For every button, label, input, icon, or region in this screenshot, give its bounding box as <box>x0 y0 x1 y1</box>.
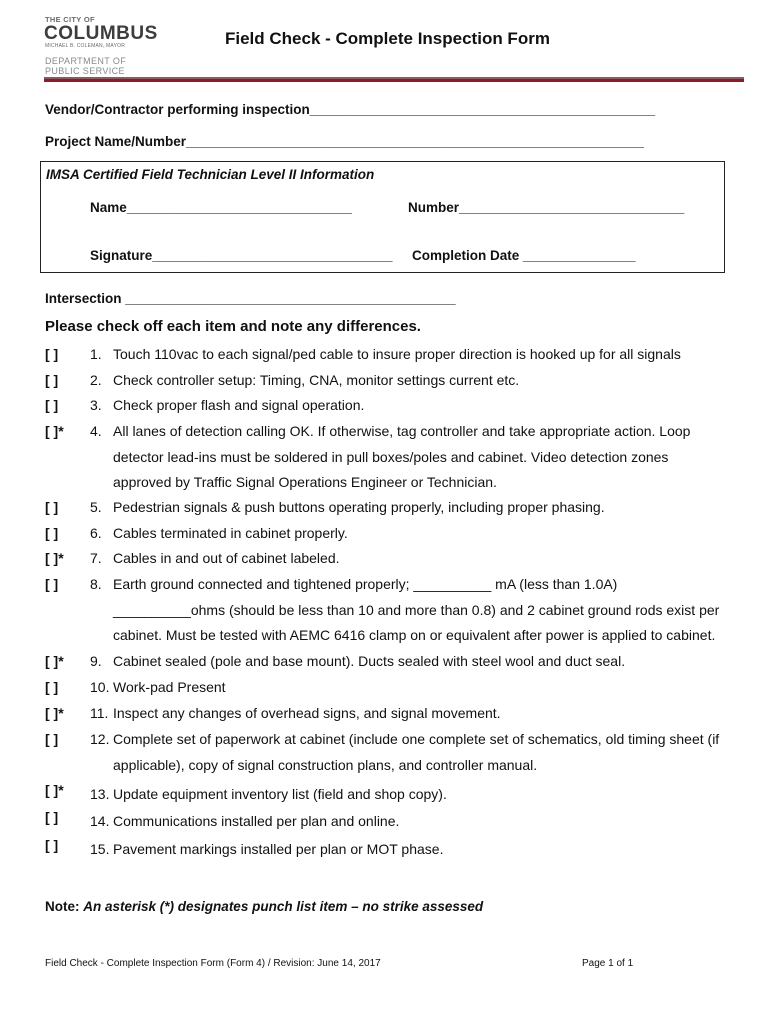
item-text: Work-pad Present <box>113 679 226 695</box>
technician-name-field[interactable]: Name______________________________ <box>90 200 353 215</box>
item-number: 9. <box>90 653 102 669</box>
completion-date-field[interactable]: Completion Date _______________ <box>412 248 636 263</box>
project-field[interactable]: Project Name/Number_____________________________________________________________ <box>45 134 645 149</box>
item-text: cabinet. Must be tested with AEMC 6416 clamp on or equivalent after power is applied to cabinet. <box>113 627 716 643</box>
checkbox-item-9[interactable]: [ ]* <box>45 653 64 669</box>
item-text: __________ohms (should be less than 10 and more than 0.8) and 2 cabinet ground rods exist per <box>113 601 720 618</box>
item-number: 7. <box>90 550 102 566</box>
item-text: Check proper flash and signal operation. <box>113 397 365 413</box>
item-text: applicable), copy of signal construction plans, and controller manual. <box>113 756 538 773</box>
note-label: Note: <box>45 899 80 914</box>
logo-dept-line2: PUBLIC SERVICE <box>45 66 125 76</box>
item-number: 1. <box>90 346 102 362</box>
checkbox-item-7[interactable]: [ ]* <box>45 550 64 566</box>
checkbox-item-6[interactable]: [ ] <box>45 525 59 541</box>
note <box>45 899 483 914</box>
checkbox-item-1[interactable]: [ ] <box>45 346 59 362</box>
item-text: approved by Traffic Signal Operations Engineer or Technician. <box>113 474 497 490</box>
logo-city-of: THE CITY OF <box>45 15 95 24</box>
item-text: Earth ground connected and tightened properly; __________ mA (less than 1.0A) <box>113 576 618 592</box>
item-number: 12. <box>90 731 110 747</box>
item-text: Cables terminated in cabinet properly. <box>113 525 348 541</box>
page-title: Field Check - Complete Inspection Form <box>225 29 550 48</box>
intersection-field[interactable]: Intersection ____________________________________________ <box>45 291 456 306</box>
note-text: An asterisk (*) designates punch list item – no strike assessed <box>83 899 484 914</box>
technician-number-field[interactable]: Number______________________________ <box>408 200 685 215</box>
item-number: 4. <box>90 423 102 439</box>
checkbox-item-10[interactable]: [ ] <box>45 679 59 695</box>
checkbox-item-8[interactable]: [ ] <box>45 576 59 592</box>
item-text: Pedestrian signals & push buttons operating properly, including proper phasing. <box>113 499 605 515</box>
item-text: Complete set of paperwork at cabinet (include one complete set of schematics, old timing sheet (if <box>113 731 720 747</box>
item-text: Check controller setup: Timing, CNA, monitor settings current etc. <box>113 372 520 388</box>
checkbox-item-11[interactable]: [ ]* <box>45 705 64 721</box>
item-text: Cables in and out of cabinet labeled. <box>113 550 340 566</box>
checkbox-item-2[interactable]: [ ] <box>45 372 59 388</box>
item-text: Cabinet sealed (pole and base mount). Ducts sealed with steel wool and duct seal. <box>113 653 626 669</box>
footer-form-info: Field Check - Complete Inspection Form (Form 4) / Revision: June 14, 2017 <box>45 958 381 969</box>
item-number: 13. <box>90 786 110 802</box>
item-number: 8. <box>90 576 102 592</box>
checkbox-item-5[interactable]: [ ] <box>45 499 59 515</box>
logo-columbus: COLUMBUS <box>44 23 158 44</box>
item-number: 3. <box>90 397 102 413</box>
checkbox-item-14[interactable]: [ ] <box>45 809 59 825</box>
item-text: Touch 110vac to each signal/ped cable to insure proper direction is hooked up for all signals <box>113 346 681 362</box>
imsa-box-title: IMSA Certified Field Technician Level II Information <box>46 167 375 182</box>
item-number: 14. <box>90 813 110 829</box>
item-text: Communications installed per plan and online. <box>113 813 400 829</box>
item-number: 15. <box>90 841 110 857</box>
item-text: Pavement markings installed per plan or MOT phase. <box>113 841 444 857</box>
checkbox-item-13[interactable]: [ ]* <box>45 782 64 798</box>
logo-dept-line1: DEPARTMENT OF <box>45 56 127 66</box>
vendor-field[interactable]: Vendor/Contractor performing inspection______________________________________________ <box>45 102 656 117</box>
signature-field[interactable]: Signature________________________________ <box>90 248 393 263</box>
footer-page-number: Page 1 of 1 <box>582 958 634 969</box>
checkbox-item-4[interactable]: [ ]* <box>45 423 64 439</box>
instructions-heading: Please check off each item and note any differences. <box>45 318 421 335</box>
item-text: Inspect any changes of overhead signs, and signal movement. <box>113 705 501 721</box>
item-number: 2. <box>90 372 102 388</box>
item-number: 11. <box>90 705 109 721</box>
item-number: 10. <box>90 679 110 695</box>
item-number: 6. <box>90 525 102 541</box>
header-rule-accent <box>44 79 744 82</box>
checkbox-item-12[interactable]: [ ] <box>45 731 59 747</box>
item-text: detector lead-ins must be soldered in pull boxes/poles and cabinet. Video detection zones <box>113 448 669 465</box>
item-text: All lanes of detection calling OK. If otherwise, tag controller and take appropriate action. Loop <box>113 423 691 439</box>
item-number: 5. <box>90 499 102 515</box>
logo-mayor: MICHAEL B. COLEMAN, MAYOR <box>45 43 126 49</box>
checkbox-item-15[interactable]: [ ] <box>45 837 59 853</box>
checkbox-item-3[interactable]: [ ] <box>45 397 59 413</box>
item-text: Update equipment inventory list (field and shop copy). <box>113 786 447 802</box>
